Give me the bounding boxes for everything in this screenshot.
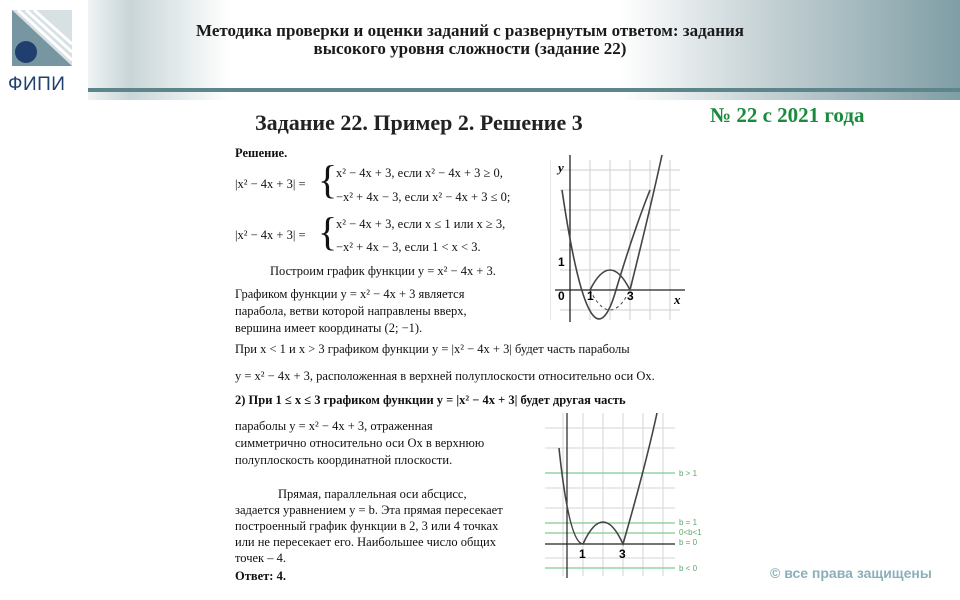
label-b-eq-1: b = 1 [679, 518, 698, 527]
graph-parabola [550, 150, 690, 325]
graph2-tick-3: 3 [619, 547, 626, 561]
label-0-b-1: 0<b<1 [679, 528, 702, 537]
system2-brace: { [318, 209, 338, 254]
system2-row2: −x² + 4x − 3, если 1 < x < 3. [336, 240, 481, 254]
system2-lhs: |x² − 4x + 3| = [235, 228, 306, 242]
paragraph-graph-3: вершина имеет координаты (2; −1). [235, 321, 423, 335]
paragraph-line-4: или не пересекает его. Наибольшее число общих [235, 535, 496, 549]
fipi-logo [0, 0, 88, 108]
year-label: № 22 с 2021 года [710, 103, 865, 127]
graph1-y-label: y [558, 160, 564, 175]
copyright-notice: © все права защищены [770, 565, 932, 581]
paragraph-case2-d: полуплоскость координатной плоскости. [235, 453, 453, 467]
paragraph-graph-2: парабола, ветви которой направлены вверх, [235, 304, 467, 318]
paragraph-line-2: задается уравнением y = b. Эта прямая пересекает [235, 503, 503, 517]
graph2-tick-1: 1 [579, 547, 586, 561]
paragraph-case1-a: При x < 1 и x > 3 графиком функции y = |x² − 4x + 3| будет часть параболы [235, 342, 630, 356]
paragraph-line-5: точек – 4. [235, 551, 287, 565]
header-divider [0, 88, 960, 92]
paragraph-build: Построим график функции y = x² − 4x + 3. [270, 264, 496, 278]
graph1-tick-0: 0 [558, 289, 565, 303]
label-b-lt-0: b < 0 [679, 564, 698, 573]
system1-brace: { [318, 157, 338, 202]
logo-text: ФИПИ [8, 74, 66, 95]
paragraph-graph-1: Графиком функции y = x² − 4x + 3 является [235, 287, 465, 301]
task-title: Задание 22. Пример 2. Решение 3 [255, 110, 583, 135]
paragraph-case2-a: 2) При 1 ≤ x ≤ 3 графиком функции y = |x² − 4x + 3| будет другая часть [235, 393, 626, 407]
system2-row1: x² − 4x + 3, если x ≤ 1 или x ≥ 3, [336, 217, 506, 231]
title-line-2: высокого уровня сложности (задание 22) [313, 39, 627, 58]
graph1-x-label: x [674, 292, 681, 307]
paragraph-case2-c: симметрично относительно оси Ox в верхнюю [235, 436, 485, 450]
logo-emblem-icon [0, 0, 88, 72]
label-b-gt-1: b > 1 [679, 469, 698, 478]
system1-row2: −x² + 4x − 3, если x² − 4x + 3 ≤ 0; [336, 190, 511, 204]
page-title [120, 22, 820, 58]
title-line-1: Методика проверки и оценки заданий с развернутым ответом: задания [196, 21, 744, 40]
paragraph-line-3: построенный график функции в 2, 3 или 4 точках [235, 519, 499, 533]
label-b-eq-0: b = 0 [679, 538, 698, 547]
graph-with-lines [545, 408, 715, 580]
graph1-tick-3: 3 [627, 289, 634, 303]
graph1-tick-1: 1 [587, 289, 594, 303]
answer: Ответ: 4. [235, 569, 286, 583]
paragraph-line-1: Прямая, параллельная оси абсцисс, [278, 487, 467, 501]
solution-heading: Решение. [235, 146, 288, 160]
graph1-tick-y1: 1 [558, 255, 565, 269]
system1-lhs: |x² − 4x + 3| = [235, 177, 306, 191]
system1-row1: x² − 4x + 3, если x² − 4x + 3 ≥ 0, [336, 166, 503, 180]
paragraph-case1-b: y = x² − 4x + 3, расположенная в верхней полуплоскости относительно оси Ox. [235, 369, 655, 383]
paragraph-case2-b: параболы y = x² − 4x + 3, отраженная [235, 419, 433, 433]
